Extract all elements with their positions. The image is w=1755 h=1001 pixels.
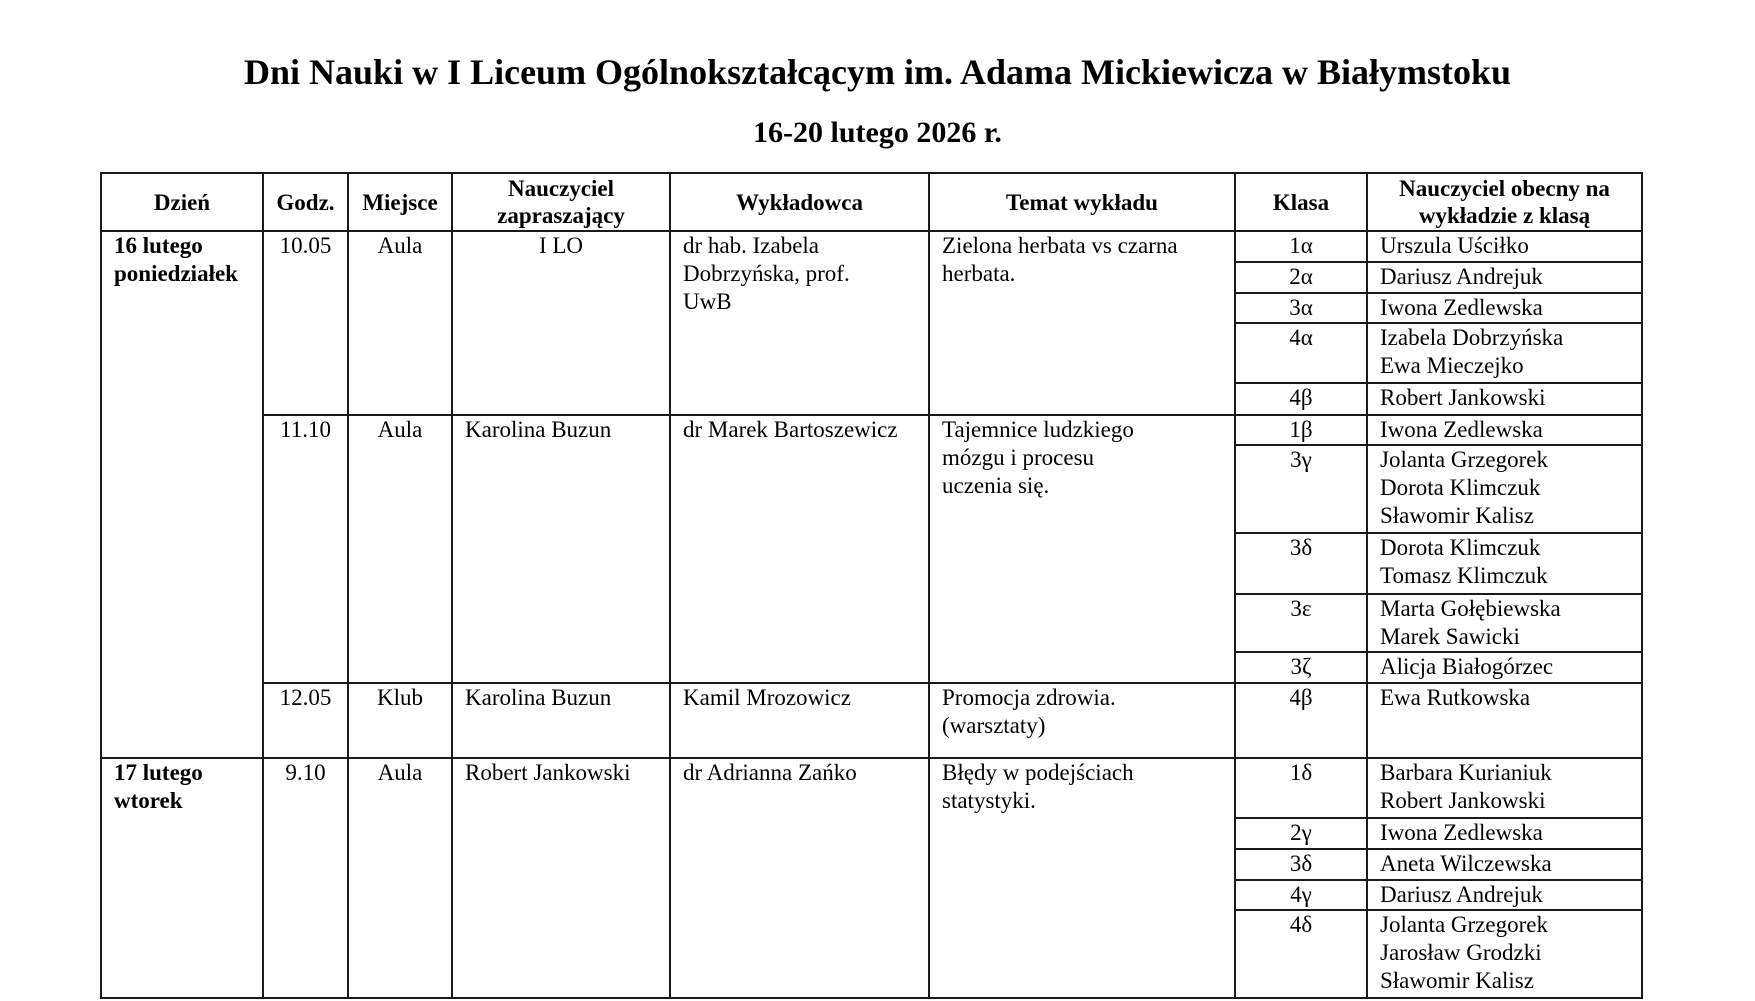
present-teacher-cell <box>1367 533 1642 594</box>
teacher-name: Aneta Wilczewska <box>1380 851 1552 876</box>
present-teacher-cell <box>1367 818 1642 849</box>
present-teacher-cell <box>1367 880 1642 910</box>
class-cell: 3δ <box>1235 533 1367 594</box>
topic-cell <box>929 231 1235 415</box>
present-teacher-cell <box>1367 652 1642 683</box>
teacher-name: Sławomir Kalisz <box>1380 503 1534 528</box>
header-place: Miejsce <box>348 173 452 231</box>
class-cell: 2α <box>1235 262 1367 293</box>
teacher-name: Iwona Zedlewska <box>1380 820 1543 845</box>
topic-cell <box>929 683 1235 758</box>
time-cell: 9.10 <box>263 758 348 998</box>
teacher-name: Robert Jankowski <box>1380 788 1546 813</box>
class-cell: 4β <box>1235 383 1367 415</box>
present-teacher-cell <box>1367 262 1642 293</box>
topic-line: mózgu i procesu <box>942 445 1095 470</box>
teacher-name: Sławomir Kalisz <box>1380 968 1534 993</box>
time-cell: 10.05 <box>263 231 348 415</box>
teacher-name: Dariusz Andrejuk <box>1380 264 1543 289</box>
teacher-name: Marta Gołębiewska <box>1380 596 1561 621</box>
topic-cell <box>929 758 1235 998</box>
teacher-name: Urszula Uściłko <box>1380 233 1529 258</box>
place-cell: Aula <box>348 415 452 683</box>
teacher-name: Iwona Zedlewska <box>1380 417 1543 442</box>
day-cell <box>101 758 263 998</box>
topic-line: herbata. <box>942 261 1016 286</box>
topic-line: (warsztaty) <box>942 713 1046 738</box>
teacher-name: Barbara Kurianiuk <box>1380 760 1552 785</box>
lecturer-cell <box>670 683 929 758</box>
teacher-name: Iwona Zedlewska <box>1380 295 1543 320</box>
class-cell: 1α <box>1235 231 1367 262</box>
time-cell: 11.10 <box>263 415 348 683</box>
table-row <box>101 758 1642 818</box>
class-cell: 3γ <box>1235 445 1367 533</box>
teacher-name: Dorota Klimczuk <box>1380 475 1541 500</box>
table-row <box>101 683 1642 758</box>
lecturer-cell <box>670 415 929 683</box>
class-cell: 4δ <box>1235 910 1367 998</box>
day-label: wtorek <box>114 788 183 813</box>
present-teacher-cell <box>1367 293 1642 323</box>
header-lecturer: Wykładowca <box>670 173 929 231</box>
lecturer-line: UwB <box>683 289 732 314</box>
present-teacher-cell <box>1367 910 1642 998</box>
class-cell: 4α <box>1235 323 1367 383</box>
inviting-teacher-cell: Karolina Buzun <box>452 415 670 683</box>
present-teacher-cell <box>1367 323 1642 383</box>
day-label: poniedziałek <box>114 261 238 286</box>
teacher-name: Izabela Dobrzyńska <box>1380 325 1564 350</box>
place-cell: Aula <box>348 231 452 415</box>
schedule-table <box>100 172 1643 999</box>
topic-cell <box>929 415 1235 683</box>
header-topic: Temat wykładu <box>929 173 1235 231</box>
lecturer-line: Kamil Mrozowicz <box>683 685 851 710</box>
topic-line: Tajemnice ludzkiego <box>942 417 1134 442</box>
time-cell: 12.05 <box>263 683 348 758</box>
header-row <box>101 173 1642 231</box>
lecturer-line: dr Adrianna Zańko <box>683 760 857 785</box>
teacher-name: Marek Sawicki <box>1380 624 1520 649</box>
present-teacher-cell <box>1367 683 1642 758</box>
schedule-body <box>101 231 1642 998</box>
class-cell: 3ζ <box>1235 652 1367 683</box>
class-cell: 1δ <box>1235 758 1367 818</box>
teacher-name: Ewa Mieczejko <box>1380 353 1524 378</box>
class-cell: 3ε <box>1235 594 1367 652</box>
lecturer-cell <box>670 231 929 415</box>
class-cell: 3δ <box>1235 849 1367 880</box>
class-cell: 4β <box>1235 683 1367 758</box>
header-present-teacher: Nauczyciel obecny na wykładzie z klasą <box>1367 173 1642 231</box>
teacher-name: Jarosław Grodzki <box>1380 940 1542 965</box>
place-cell: Klub <box>348 683 452 758</box>
table-row <box>101 415 1642 445</box>
teacher-name: Tomasz Klimczuk <box>1380 563 1548 588</box>
present-teacher-cell <box>1367 594 1642 652</box>
teacher-name: Dorota Klimczuk <box>1380 535 1541 560</box>
header-class: Klasa <box>1235 173 1367 231</box>
table-row <box>101 231 1642 262</box>
document-title: Dni Nauki w I Liceum Ogólnokształcącym im. Adama Mickiewicza w Białymstoku <box>244 52 1511 92</box>
lecturer-line: dr hab. Izabela <box>683 233 820 258</box>
lecturer-line: Dobrzyńska, prof. <box>683 261 850 286</box>
present-teacher-cell <box>1367 415 1642 445</box>
teacher-name: Jolanta Grzegorek <box>1380 447 1548 472</box>
day-label: 17 lutego <box>114 760 203 785</box>
topic-line: Promocja zdrowia. <box>942 685 1116 710</box>
class-cell: 4γ <box>1235 880 1367 910</box>
place-cell: Aula <box>348 758 452 998</box>
topic-line: uczenia się. <box>942 473 1050 498</box>
teacher-name: Dariusz Andrejuk <box>1380 882 1543 907</box>
topic-line: statystyki. <box>942 788 1036 813</box>
inviting-teacher-cell: Robert Jankowski <box>452 758 670 998</box>
present-teacher-cell <box>1367 849 1642 880</box>
teacher-name: Alicja Białogórzec <box>1380 654 1554 679</box>
present-teacher-cell <box>1367 445 1642 533</box>
present-teacher-cell <box>1367 231 1642 262</box>
class-cell: 2γ <box>1235 818 1367 849</box>
lecturer-line: dr Marek Bartoszewicz <box>683 417 898 442</box>
day-label: 16 lutego <box>114 233 203 258</box>
lecturer-cell <box>670 758 929 998</box>
teacher-name: Ewa Rutkowska <box>1380 685 1531 710</box>
class-cell: 3α <box>1235 293 1367 323</box>
header-inviting-teacher: Nauczyciel zapraszający <box>452 173 670 231</box>
header-time: Godz. <box>263 173 348 231</box>
present-teacher-cell <box>1367 383 1642 415</box>
teacher-name: Jolanta Grzegorek <box>1380 912 1548 937</box>
topic-line: Błędy w podejściach <box>942 760 1134 785</box>
document-subtitle: 16-20 lutego 2026 r. <box>753 116 1002 149</box>
day-cell <box>101 231 263 758</box>
present-teacher-cell <box>1367 758 1642 818</box>
header-day: Dzień <box>101 173 263 231</box>
inviting-teacher-cell: I LO <box>452 231 670 415</box>
inviting-teacher-cell: Karolina Buzun <box>452 683 670 758</box>
topic-line: Zielona herbata vs czarna <box>942 233 1178 258</box>
class-cell: 1β <box>1235 415 1367 445</box>
teacher-name: Robert Jankowski <box>1380 385 1546 410</box>
